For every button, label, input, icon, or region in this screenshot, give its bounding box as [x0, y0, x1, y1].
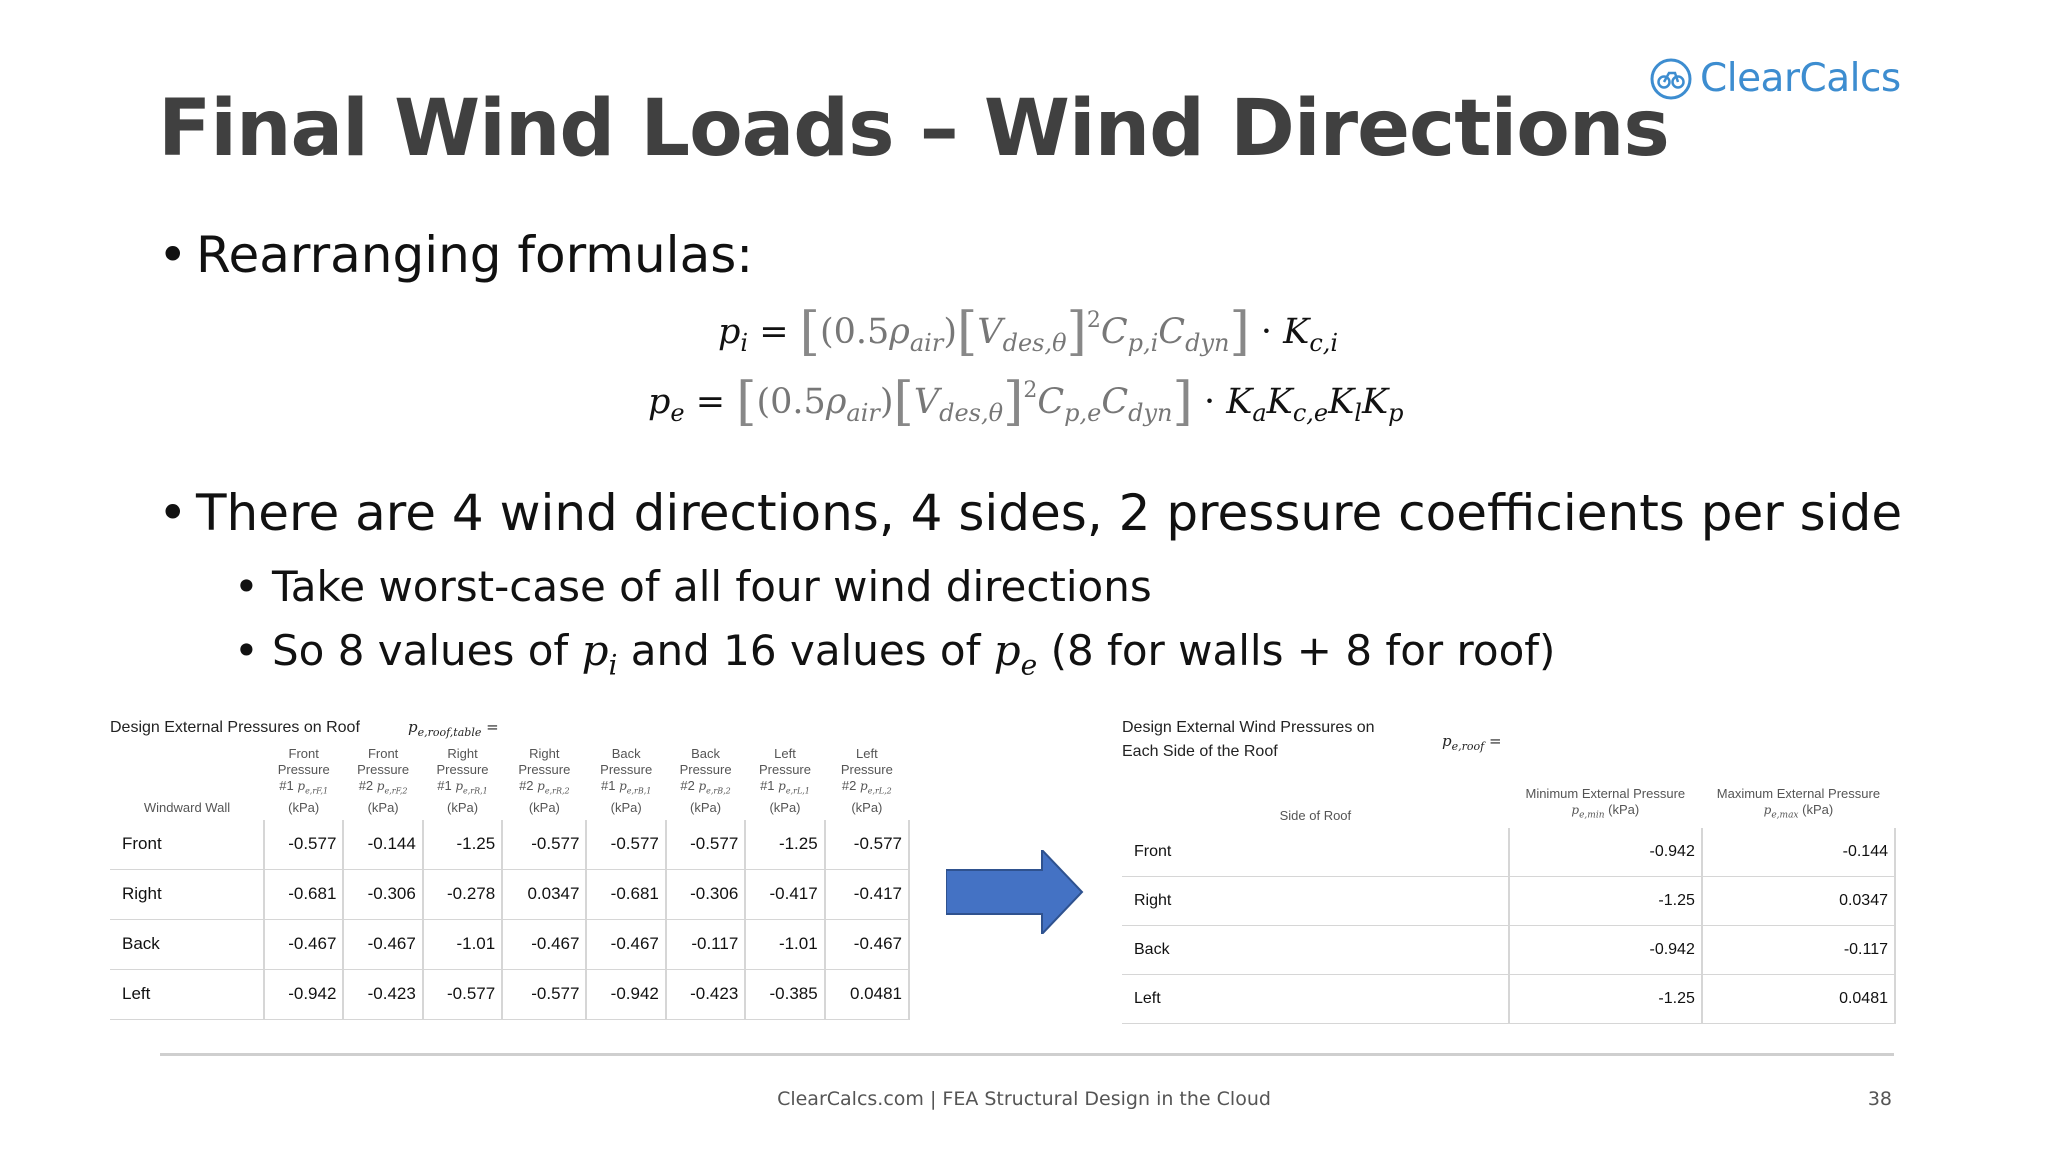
pressure-cell: -1.01 — [745, 919, 824, 969]
subbullet-value-count: • So 8 values of $p_i$ and 16 values of $p_e$ (8 for walls + 8 for roof) — [234, 626, 1556, 682]
roof-table-caption: Design External Pressures on Roof — [110, 719, 360, 736]
bullet-text: There are 4 wind directions, 4 sides, 2 pressure coefficients per side — [196, 484, 1903, 542]
pressure-cell: -1.01 — [423, 919, 502, 969]
side-table-caption: Design External Wind Pressures on Each Side of the Roof — [1122, 719, 1375, 760]
roof-pressure-table — [110, 746, 910, 1020]
roof-table-symbol: $p_{e,roof,table}$ = — [408, 718, 499, 739]
right-arrow-icon — [946, 850, 1086, 934]
pressure-cell: -0.577 — [586, 820, 665, 870]
roof-column-header: Left Pressure #1 $p_{e,rL,1}$ (kPa) — [758, 746, 811, 815]
roof-column-header: Right Pressure #1 $p_{e,rR,1}$ (kPa) — [436, 746, 489, 815]
bullet-text: and 16 values of — [630, 626, 981, 675]
pressure-cell: 0.0347 — [502, 869, 586, 919]
bullet-text: (8 for walls + 8 for roof) — [1050, 626, 1556, 675]
row-label: Left — [110, 969, 264, 1019]
pressure-cell: -0.467 — [586, 919, 665, 969]
table-row — [1122, 828, 1895, 877]
roof-column-header: Front Pressure #2 $p_{e,rF,2}$ (kPa) — [357, 746, 410, 815]
footer-rule — [160, 1053, 1894, 1056]
pressure-cell: -0.942 — [586, 969, 665, 1019]
subbullet-worst-case: • Take worst-case of all four wind directions — [234, 562, 1152, 611]
pressure-cell: -0.117 — [666, 919, 745, 969]
row-label: Back — [110, 919, 264, 969]
max-pressure-cell: 0.0347 — [1702, 876, 1895, 925]
pressure-cell: -0.306 — [666, 869, 745, 919]
min-pressure-cell: -1.25 — [1509, 876, 1702, 925]
pressure-cell: -0.467 — [825, 919, 909, 969]
math-pe: $p_e$ — [993, 626, 1038, 682]
pressure-cell: -0.577 — [666, 820, 745, 870]
min-pressure-header: Minimum External Pressure $p_{e,min}$ (kPa) — [1525, 786, 1686, 821]
pressure-cell: -0.306 — [343, 869, 422, 919]
roof-column-header: Front Pressure #1 $p_{e,rF,1}$ (kPa) — [277, 746, 330, 815]
slide-title: Final Wind Loads – Wind Directions — [158, 84, 1669, 174]
pressure-cell: -0.577 — [502, 820, 586, 870]
roof-column-header: Left Pressure #2 $p_{e,rL,2}$ (kPa) — [840, 746, 893, 815]
side-of-roof-header: Side of Roof — [1279, 807, 1352, 823]
max-pressure-header: Maximum External Pressure $p_{e,max}$ (kPa) — [1716, 786, 1881, 821]
formula-external-pressure: $p_e = [(0.5\rho_{air})[V_{des,\theta}]^2C_{p,e}C_{dyn}] \cdot K_aK_{c,e}K_lK_p$ — [648, 372, 1404, 432]
side-pressure-table — [1122, 786, 1896, 1024]
row-label: Left — [1122, 974, 1509, 1023]
min-pressure-cell: -1.25 — [1509, 974, 1702, 1023]
math-pi: $p_i$ — [581, 626, 618, 682]
table-row — [110, 869, 909, 919]
formula-internal-pressure: $p_i = [(0.5\rho_{air})[V_{des,\theta}]^2C_{p,i}C_{dyn}] \cdot K_{c,i}$ — [718, 302, 1339, 362]
table-row — [110, 919, 909, 969]
pressure-cell: -0.577 — [825, 820, 909, 870]
bullet-rearranging: • Rearranging formulas: — [158, 226, 754, 284]
windward-wall-header: Windward Wall — [143, 799, 231, 815]
roof-column-header: Right Pressure #2 $p_{e,rR,2}$ (kPa) — [518, 746, 571, 815]
logo-text: ClearCalcs — [1700, 56, 1901, 101]
table-row — [1122, 876, 1895, 925]
row-label: Right — [110, 869, 264, 919]
pressure-cell: -0.467 — [502, 919, 586, 969]
pressure-cell: -0.385 — [745, 969, 824, 1019]
pressure-cell: -0.423 — [343, 969, 422, 1019]
max-pressure-cell: -0.117 — [1702, 925, 1895, 974]
roof-column-header: Back Pressure #2 $p_{e,rB,2}$ (kPa) — [679, 746, 732, 815]
pressure-cell: 0.0481 — [825, 969, 909, 1019]
pressure-cell: -0.681 — [586, 869, 665, 919]
table-row — [1122, 974, 1895, 1023]
bullet-text: So 8 values of — [272, 626, 569, 675]
pressure-cell: -0.577 — [423, 969, 502, 1019]
roof-column-header: Back Pressure #1 $p_{e,rB,1}$ (kPa) — [600, 746, 653, 815]
bullet-text: Rearranging formulas: — [196, 226, 754, 284]
page-number: 38 — [1867, 1088, 1892, 1110]
footer-text: ClearCalcs.com | FEA Structural Design in the Cloud — [777, 1088, 1271, 1110]
pressure-cell: -0.417 — [745, 869, 824, 919]
table-row — [1122, 925, 1895, 974]
row-label: Front — [1122, 828, 1509, 877]
max-pressure-cell: 0.0481 — [1702, 974, 1895, 1023]
bullet-text: Take worst-case of all four wind directions — [272, 562, 1152, 611]
side-table-symbol: $p_{e,roof}$ = — [1442, 732, 1502, 753]
max-pressure-cell: -0.144 — [1702, 828, 1895, 877]
pressure-cell: -0.423 — [666, 969, 745, 1019]
table-row — [110, 969, 909, 1019]
table-row — [110, 820, 909, 870]
row-label: Back — [1122, 925, 1509, 974]
row-label: Front — [110, 820, 264, 870]
pressure-cell: -0.577 — [502, 969, 586, 1019]
min-pressure-cell: -0.942 — [1509, 925, 1702, 974]
pressure-cell: -0.467 — [264, 919, 343, 969]
pressure-cell: -0.467 — [343, 919, 422, 969]
pressure-cell: -1.25 — [423, 820, 502, 870]
bullet-wind-directions: • There are 4 wind directions, 4 sides, 2 pressure coefficients per side — [158, 484, 1903, 542]
clearcalcs-logo — [1650, 56, 1901, 101]
pressure-cell: -0.577 — [264, 820, 343, 870]
pressure-cell: -0.144 — [343, 820, 422, 870]
pressure-cell: -0.681 — [264, 869, 343, 919]
pressure-cell: -0.942 — [264, 969, 343, 1019]
pressure-cell: -0.417 — [825, 869, 909, 919]
pressure-cell: -1.25 — [745, 820, 824, 870]
row-label: Right — [1122, 876, 1509, 925]
min-pressure-cell: -0.942 — [1509, 828, 1702, 877]
pressure-cell: -0.278 — [423, 869, 502, 919]
